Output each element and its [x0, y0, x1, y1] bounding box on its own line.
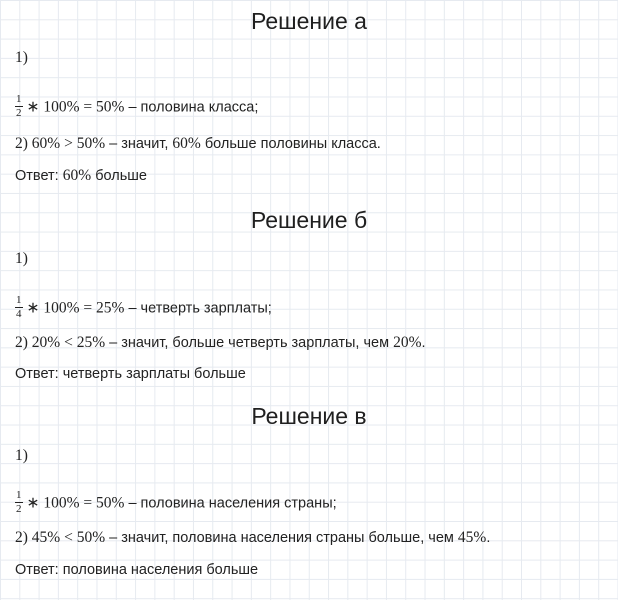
fraction: $\frac{1}{2}$: [16, 93, 22, 119]
solution-b-step1: 1): [15, 250, 28, 267]
solution-b-step2: 2) 20% < 25% – значит, больше четверть зарплаты, чем 20%.: [15, 334, 426, 351]
solution-c-answer: Ответ: половина населения больше: [15, 562, 259, 578]
solution-c-equation: $\frac{1}{2}$ ∗ 100% = 50% – половина населения страны;: [16, 489, 337, 515]
solution-a-step2: 2) 60% > 50% – значит, 60% больше половины класса.: [15, 135, 381, 152]
fraction: $\frac{1}{4}$: [16, 294, 22, 320]
solution-a: [0, 0, 618, 184]
solution-b-equation: $\frac{1}{4}$ ∗ 100% = 25% – четверть зарплаты;: [16, 294, 272, 320]
solution-c-step2: 2) 45% < 50% – значит, половина населения страны больше, чем 45%.: [15, 529, 491, 546]
solution-a-answer: Ответ: 60% больше: [15, 167, 147, 184]
solution-a-step1: 1): [15, 49, 28, 66]
solution-a-equation: $\frac{1}{2}$ ∗ 100% = 50% – половина класса;: [16, 93, 259, 119]
solution-c-step1: 1): [15, 447, 28, 464]
solution-a-heading: Решение а: [251, 8, 367, 34]
solution-b-heading: Решение б: [250, 207, 368, 233]
solution-c-heading: Решение в: [251, 403, 367, 429]
solution-b-answer: Ответ: четверть зарплаты больше: [15, 366, 246, 382]
fraction: $\frac{1}{2}$: [16, 489, 22, 515]
